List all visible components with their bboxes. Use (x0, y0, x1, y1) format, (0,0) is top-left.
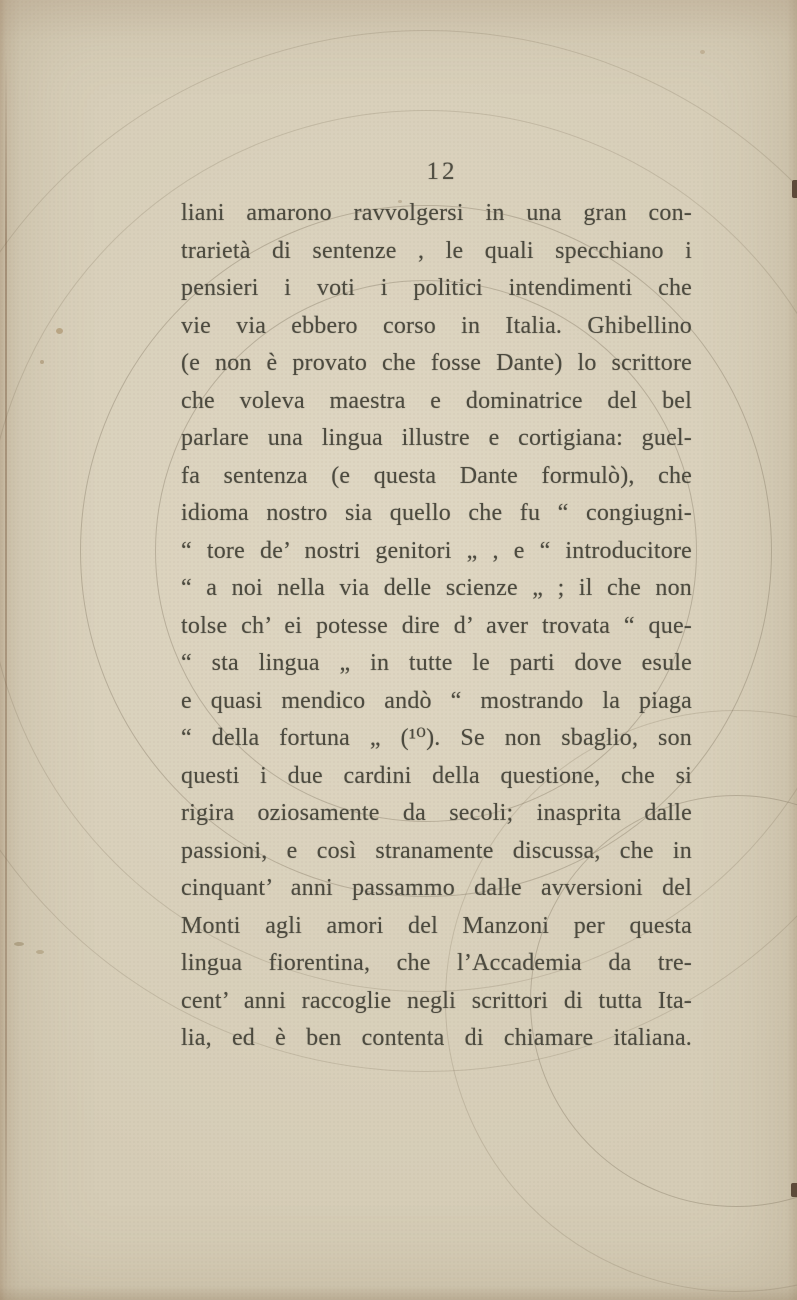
paper-fleck (14, 942, 24, 946)
text-line: liani amarono ravvolgersi in una gran con- (181, 200, 692, 226)
text-line: cent’ anni raccoglie negli scrittori di tutta Ita- (181, 987, 692, 1014)
text-line: (e non è provato che fosse Dante) lo scrittore (181, 350, 692, 376)
text-line: trarietà di sentenze , le quali specchiano i (181, 237, 692, 264)
text-line: rigira oziosamente da secoli; inasprita dalle (181, 800, 692, 826)
text-line: vie via ebbero corso in Italia. Ghibellino (181, 312, 692, 339)
text-line: parlare una lingua illustre e cortigiana: guel- (181, 425, 692, 451)
text-line: “ tore de’ nostri genitori „ , e “ introducitore (181, 537, 692, 564)
text-line: questi i due cardini della questione, che si (181, 762, 692, 789)
page-text (181, 197, 692, 1060)
text-line: cinquant’ anni passammo dalle avversioni del (181, 875, 692, 901)
paper-fleck (56, 328, 63, 334)
text-line: lingua fiorentina, che l’Accademia da tre- (181, 950, 692, 976)
text-line: pensieri i voti i politici intendimenti che (181, 275, 692, 301)
text-line: che voleva maestra e dominatrice del bel (181, 387, 692, 414)
text-line: “ della fortuna „ (¹⁰). Se non sbaglio, son (181, 725, 692, 751)
text-line: “ sta lingua „ in tutte le parti dove esule (181, 650, 692, 676)
text-line: Monti agli amori del Manzoni per questa (181, 912, 692, 939)
text-line: passioni, e così stranamente discussa, che in (181, 837, 692, 864)
paper-fleck (40, 360, 44, 364)
text-line: idioma nostro sia quello che fu “ congiugni- (181, 500, 692, 526)
text-line: tolse ch’ ei potesse dire d’ aver trovata “ que- (181, 612, 692, 639)
text-line: fa sentenza (e questa Dante formulò), che (181, 462, 692, 489)
binding-crease (5, 55, 7, 1300)
text-line: “ a noi nella via delle scienze „ ; il che non (181, 575, 692, 601)
paper-fleck (700, 50, 705, 54)
page-edge-mark (792, 180, 797, 198)
page-edge-mark (791, 1183, 797, 1197)
paper-fleck (36, 950, 44, 954)
text-line: e quasi mendico andò “ mostrando la piaga (181, 687, 692, 714)
page-number: 12 (426, 158, 458, 185)
text-line: lia, ed è ben contenta di chiamare italiana. (181, 1025, 692, 1051)
